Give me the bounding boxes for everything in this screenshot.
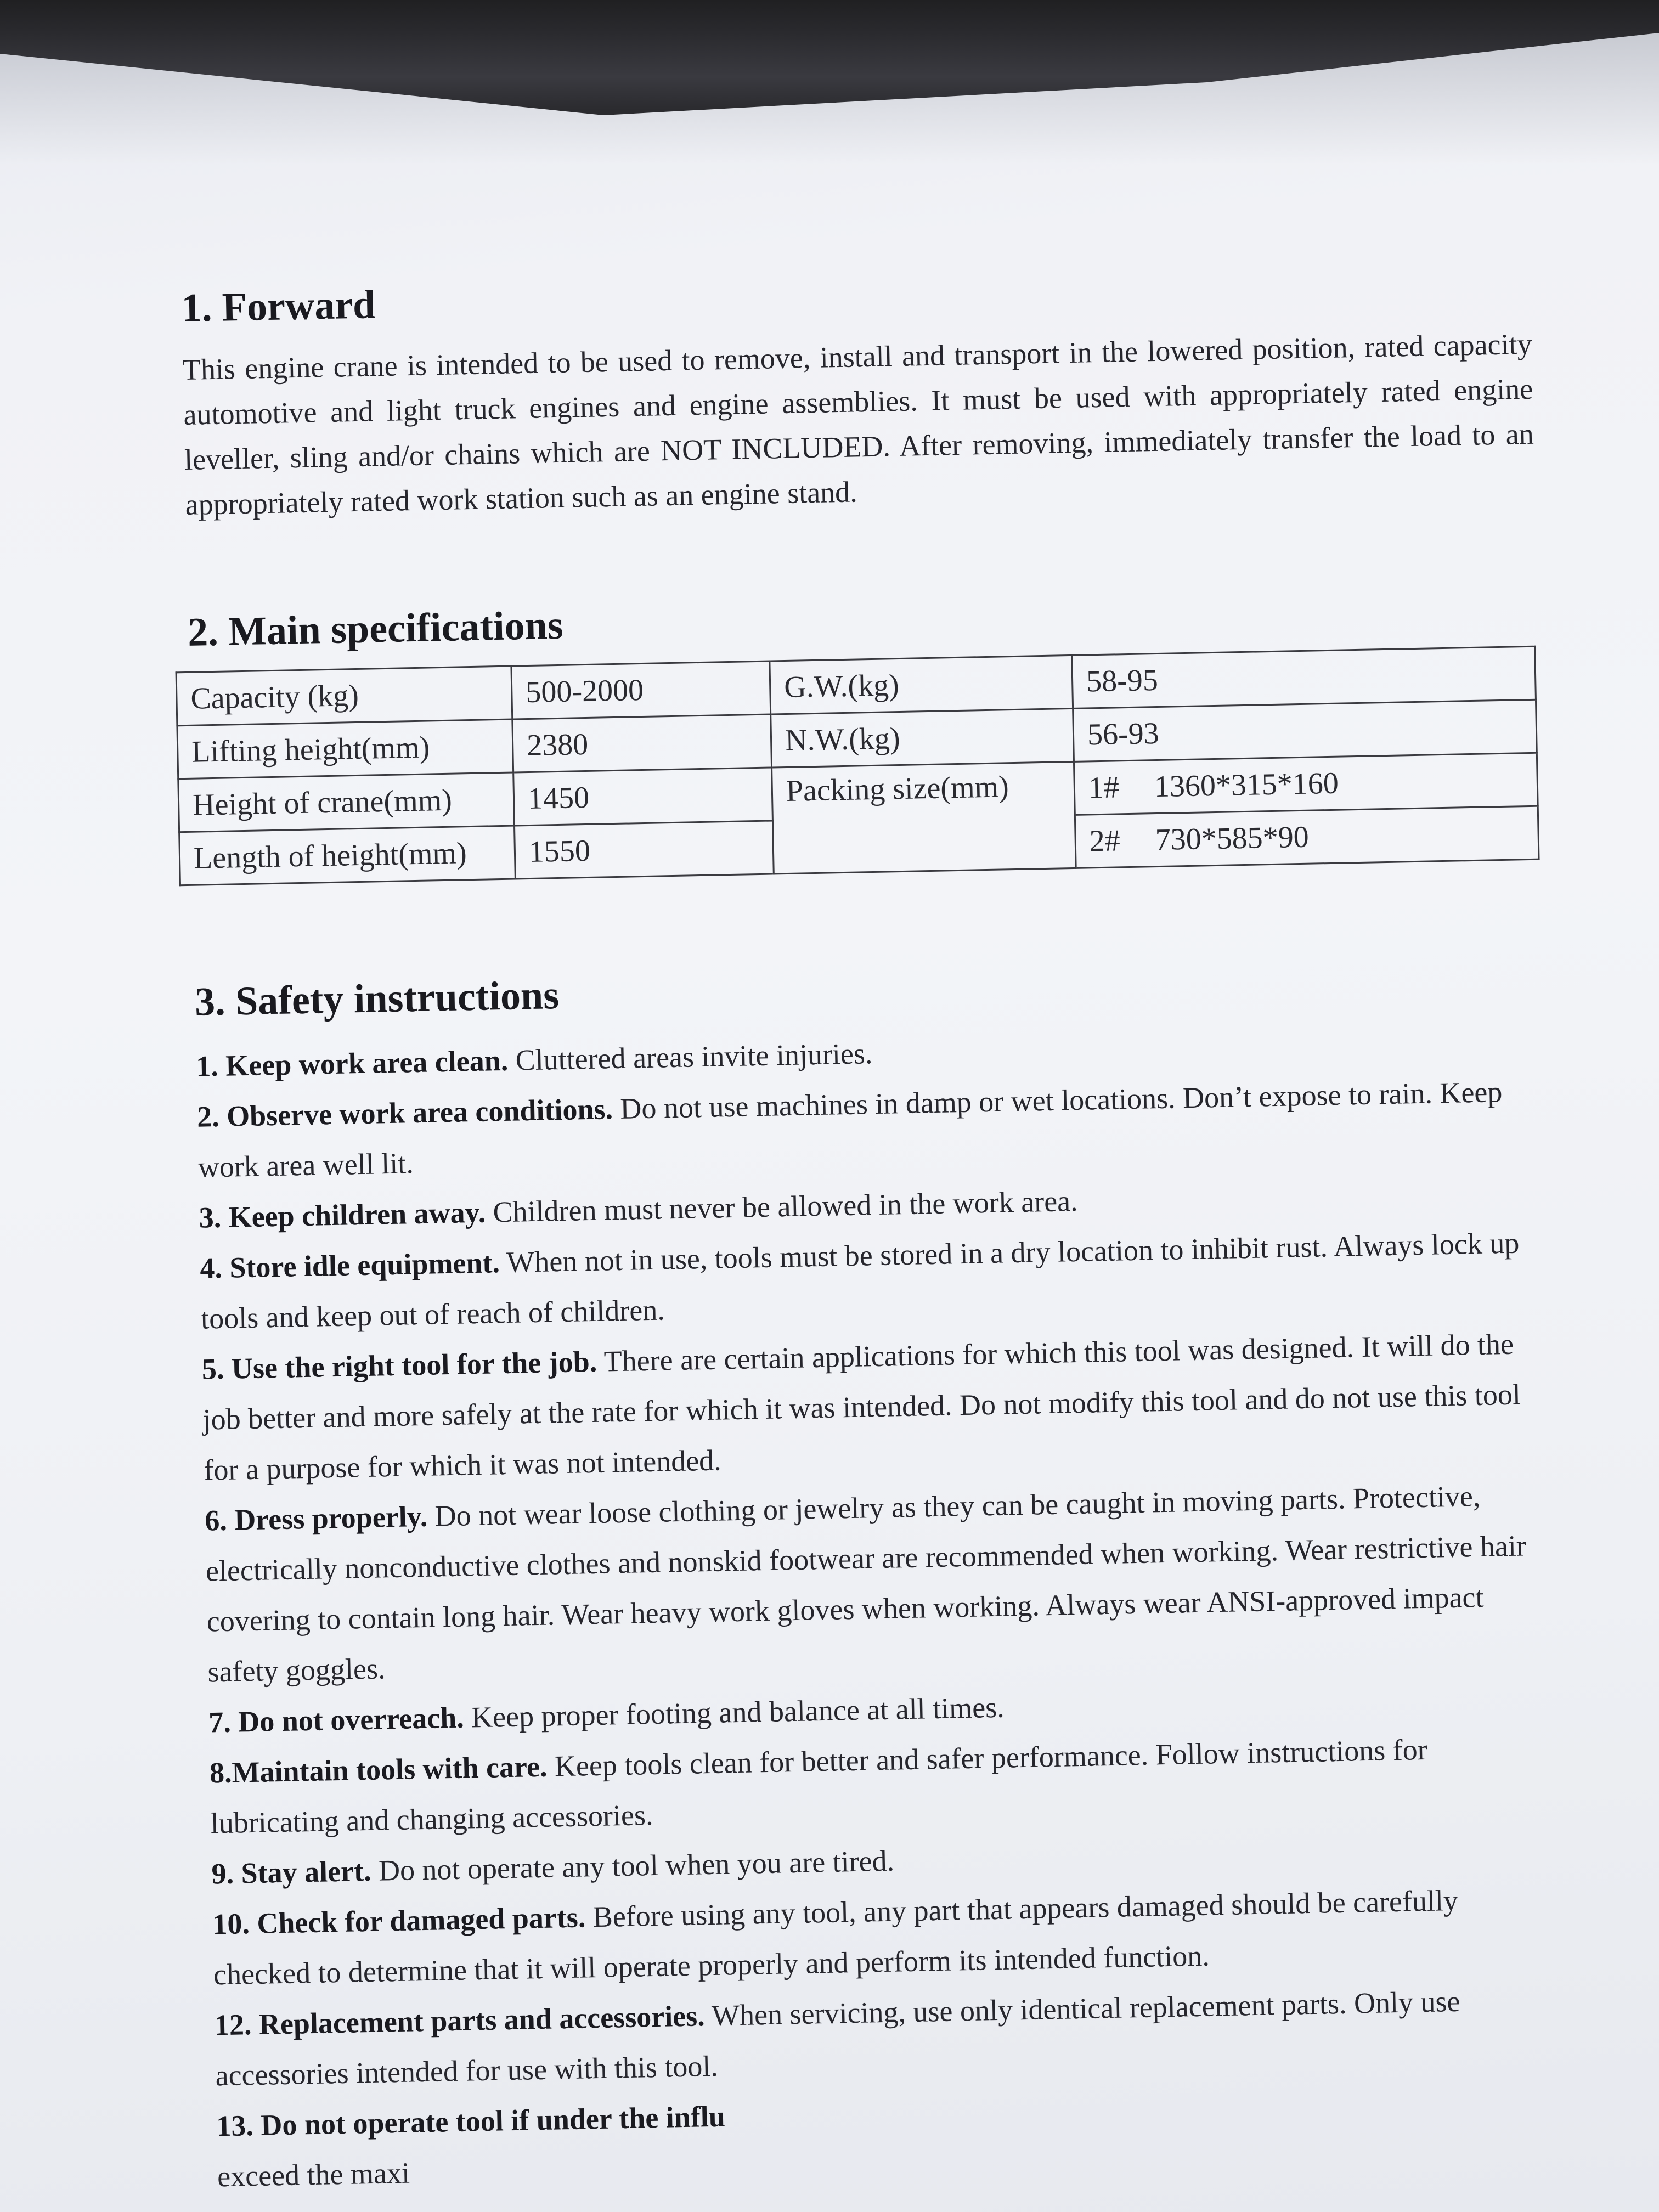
nw-value: 56-93 — [1073, 699, 1537, 761]
item-text: Do not operate any tool when you are tired. — [370, 1844, 895, 1887]
item-text: Do not use machines in damp or wet locations. Don’t expose to rain. Keep work area well lit. — [198, 1075, 1503, 1184]
section-forward — [181, 259, 1535, 527]
spec-label: Capacity (kg) — [176, 666, 512, 726]
spec-value: 1550 — [515, 821, 774, 879]
section-specs-title: 2. Main specifications — [187, 602, 564, 655]
item-lead: 7. Do not overreach. — [208, 1701, 465, 1739]
list-item — [204, 1469, 1558, 1697]
item-lead: 5. Use the right tool for the job. — [201, 1345, 597, 1386]
spec-value: 1450 — [514, 768, 773, 826]
item-lead: 13. Do not operate tool if under the influ — [216, 2100, 726, 2143]
item-lead: 3. Keep children away. — [199, 1195, 486, 1234]
paper-fold-shadow — [0, 33, 1659, 165]
packing-number: 2# — [1089, 823, 1121, 859]
section-forward-body: This engine crane is intended to be used to remove, install and transport in the lowered position, rated capacity automotive and light truck engines and engine assemblies. It must be used with appropriately rated engine leveller, sling and/or chains which are NOT INCLUDED. After removing, immediately transfer the load to an appropriately rated work station such as an engine stand. — [182, 327, 1534, 521]
packing-dimensions: 730*585*90 — [1155, 820, 1310, 857]
spec-value: 500-2000 — [511, 661, 771, 719]
item-lead: 1. Keep work area clean. — [195, 1043, 509, 1083]
item-text: Keep tools clean for better and safer performance. Follow instructions for lubricating and changing accessories. — [210, 1733, 1428, 1840]
spec-label: Height of crane(mm) — [178, 772, 515, 832]
spec-label: Length of height(mm) — [179, 826, 516, 885]
item-text: Do not wear loose clothing or jewelry as they can be caught in moving parts. Protective, electrically nonconductive clothes and nonskid footwear are recommended when working. Wear restrictive hair covering to contain long hair. Wear heavy work gloves when working. Always wear ANSI-approved impact safety goggles. — [205, 1479, 1527, 1689]
packing-size-2 — [1075, 806, 1539, 868]
item-text: Before using any tool, any part that appears damaged should be carefully checked to determine that it will operate properly and perform its intended function. — [213, 1883, 1459, 1991]
item-text: Cluttered areas invite injuries. — [507, 1037, 873, 1077]
packing-number: 1# — [1088, 770, 1120, 805]
nw-label: N.W.(kg) — [771, 708, 1074, 768]
section-safety-title: 3. Safety instructions — [194, 973, 560, 1025]
item-text: There are certain applications for which this tool was designed. It will do the job better and more safely at the rate for which it was intended. Do not modify this tool and do not use this tool for a purpose for which it was not intended. — [202, 1327, 1521, 1487]
item-lead: 6. Dress properly. — [204, 1499, 428, 1537]
packing-dimensions: 1360*315*160 — [1154, 766, 1339, 804]
item-text: When not in use, tools must be stored in a dry location to inhibit rust. Always lock up tools and keep out of reach of children. — [200, 1226, 1520, 1335]
spec-value: 2380 — [512, 714, 772, 772]
specifications-table — [176, 646, 1540, 887]
gw-value: 58-95 — [1072, 646, 1536, 708]
packing-size-label: Packing size(mm) — [772, 761, 1076, 874]
section-safety-instructions — [194, 953, 1567, 2202]
item-lead: 4. Store idle equipment. — [199, 1246, 500, 1285]
list-item — [201, 1318, 1554, 1495]
item-lead: 2. Observe work area conditions. — [196, 1092, 613, 1133]
item-lead: 8.Maintain tools with care. — [209, 1750, 548, 1790]
item-text: exceed the maxi — [217, 2156, 410, 2193]
gw-label: G.W.(kg) — [770, 655, 1073, 714]
section-main-specifications — [187, 584, 1542, 886]
packing-size-1 — [1074, 753, 1538, 815]
item-text: Children must never be allowed in the work area. — [485, 1184, 1079, 1229]
item-lead: 9. Stay alert. — [211, 1854, 372, 1891]
item-text: When servicing, use only identical replacement parts. Only use accessories intended for use with this tool. — [215, 1984, 1461, 2092]
item-lead: 10. Check for damaged parts. — [212, 1900, 586, 1941]
manual-page — [181, 259, 1567, 2202]
item-text: Keep proper footing and balance at all times. — [464, 1690, 1005, 1734]
spec-label: Lifting height(mm) — [177, 719, 514, 779]
item-lead: 12. Replacement parts and accessories. — [214, 1999, 706, 2042]
section-forward-title: 1. Forward — [181, 282, 376, 331]
